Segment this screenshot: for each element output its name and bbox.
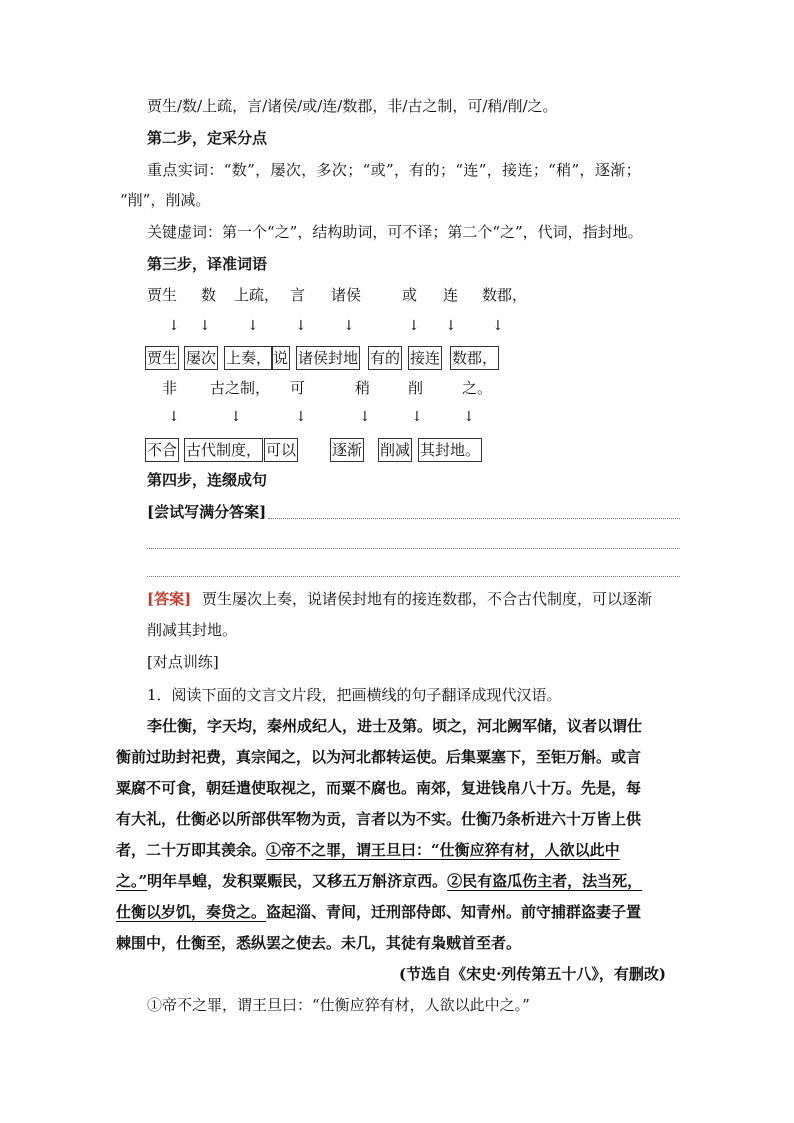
down-arrow-icon: ↓ [247, 318, 259, 334]
down-arrow-icon: ↓ [411, 409, 423, 425]
row1-token: 数 [201, 286, 217, 304]
row1-translation-token: 屡次 [184, 346, 218, 370]
underlined-sentence-1-end: 之。” [116, 872, 148, 890]
answer-writing-line[interactable] [147, 576, 680, 577]
down-arrow-icon: ↓ [199, 318, 211, 334]
row2-token: 古之制， [210, 379, 271, 397]
step-two-heading: 第二步，定采分点 [147, 129, 268, 147]
row1-token: 或 [402, 286, 418, 304]
row1-token: 诸侯 [331, 286, 362, 304]
passage-text: 明年旱蝗，发积粟赈民，又移五万斛济京西。 [147, 872, 448, 890]
passage-line [116, 870, 642, 892]
down-arrow-icon: ↓ [492, 318, 504, 334]
passage-line: 李仕衡，字天均，秦州成纪人，进士及第。顷之，河北阙军储，议者以谓仕 [147, 717, 643, 735]
row2-token: 可 [290, 379, 306, 397]
row2-translation-token: 削减 [378, 438, 412, 462]
answer-text: 贾生屡次上奏，说诸侯封地有的接连数郡，不合古代制度，可以逐渐 [201, 590, 652, 608]
row1-token: 连 [443, 286, 459, 304]
underlined-sentence-2: ②民有盗瓜伤主者，法当死， [447, 872, 643, 890]
answer-label: [答案] [147, 590, 192, 608]
passage-text: 者，二十万即其羡余。 [116, 841, 267, 859]
row1-translation-token: 数郡， [450, 346, 499, 370]
row1-translation-token: 说 [271, 346, 290, 370]
passage-source: (节选自《宋史·列传第五十八》，有删改) [399, 965, 666, 983]
practice-label: [对点训练] [147, 653, 219, 671]
answer-line1 [147, 588, 652, 610]
down-arrow-icon: ↓ [168, 318, 180, 334]
down-arrow-icon: ↓ [359, 409, 371, 425]
row1-token: 数郡， [482, 286, 528, 304]
passage-line: 衡前过助封祀费，真宗闻之，以为河北都转运使。后集粟塞下，至钜万斛。或言 [116, 748, 642, 766]
passage-text: 盗起淄、青间，迁刑部侍郎、知青州。前守捕群盗妻子置 [266, 903, 642, 921]
row1-translation-token: 贾生 [145, 346, 179, 370]
answer-line2: 削减其封地。 [147, 621, 238, 639]
down-arrow-icon: ↓ [445, 318, 457, 334]
underlined-sentence-1: ①帝不之罪，谓王旦曰：“仕衡应猝有材，人欲以此中 [266, 841, 620, 859]
try-answer-label: [尝试写满分答案] [147, 503, 267, 521]
row1-translation-token: 有的 [368, 346, 402, 370]
passage-line [116, 839, 620, 861]
key-content-words-line2: “削”，削减。 [120, 191, 211, 209]
down-arrow-icon: ↓ [295, 409, 307, 425]
answer-writing-line[interactable] [147, 548, 680, 549]
down-arrow-icon: ↓ [343, 318, 355, 334]
row2-translation-token: 逐渐 [330, 438, 364, 462]
row2-translation-token: 其封地。 [418, 438, 482, 462]
answer-writing-line[interactable] [268, 518, 680, 519]
key-function-words: 关键虚词：第一个“之”，结构助词，可不译；第二个“之”，代词，指封地。 [147, 223, 643, 241]
row2-translation-token: 可以 [264, 438, 298, 462]
down-arrow-icon: ↓ [230, 409, 242, 425]
row2-translation-token: 古代制度， [184, 438, 263, 462]
underlined-sentence-2-end: 仕衡以岁饥，奏贷之。 [116, 903, 267, 921]
step-four-heading: 第四步，连缀成句 [147, 471, 268, 489]
row1-token: 上疏， [234, 286, 280, 304]
row2-token: 削 [408, 379, 424, 397]
question-item-1: ①帝不之罪，谓王旦曰：“仕衡应猝有材，人欲以此中之。” [147, 996, 530, 1014]
row1-token: 言 [290, 286, 306, 304]
question-1: 1．阅读下面的文言文片段，把画横线的句子翻译成现代汉语。 [147, 686, 562, 704]
row1-translation-token: 诸侯封地 [296, 346, 360, 370]
row1-translation-token: 接连 [408, 346, 442, 370]
key-content-words-line1: 重点实词：“数”，屡次，多次；“或”，有的；“连”，接连；“稍”，逐渐； [147, 161, 641, 179]
row1-token: 贾生 [147, 286, 178, 304]
row2-token: 稍 [355, 379, 371, 397]
down-arrow-icon: ↓ [295, 318, 307, 334]
passage-line [116, 901, 641, 923]
segmented-sentence: 贾生/数/上疏，言/诸侯/或/连/数郡，非/古之制，可/稍/削/之。 [147, 97, 558, 115]
passage-line: 有大礼，仕衡必以所部供军物为贡，言者以为不实。仕衡乃条析进六十万皆上供 [116, 810, 642, 828]
down-arrow-icon: ↓ [408, 318, 420, 334]
row1-translation-token: 上奏， [224, 346, 273, 370]
step-three-heading: 第三步，译准词语 [147, 255, 268, 273]
passage-line: 棘围中，仕衡至，悉纵罢之使去。未几，其徒有枭贼首至者。 [116, 934, 522, 952]
down-arrow-icon: ↓ [168, 409, 180, 425]
row2-token: 非 [162, 379, 178, 397]
row2-token: 之。 [462, 379, 493, 397]
passage-line: 粟腐不可食，朝廷遣使取视之，而粟不腐也。南郊，复进钱帛八十万。先是，每 [116, 779, 642, 797]
row2-translation-token: 不合 [145, 438, 179, 462]
down-arrow-icon: ↓ [463, 409, 475, 425]
